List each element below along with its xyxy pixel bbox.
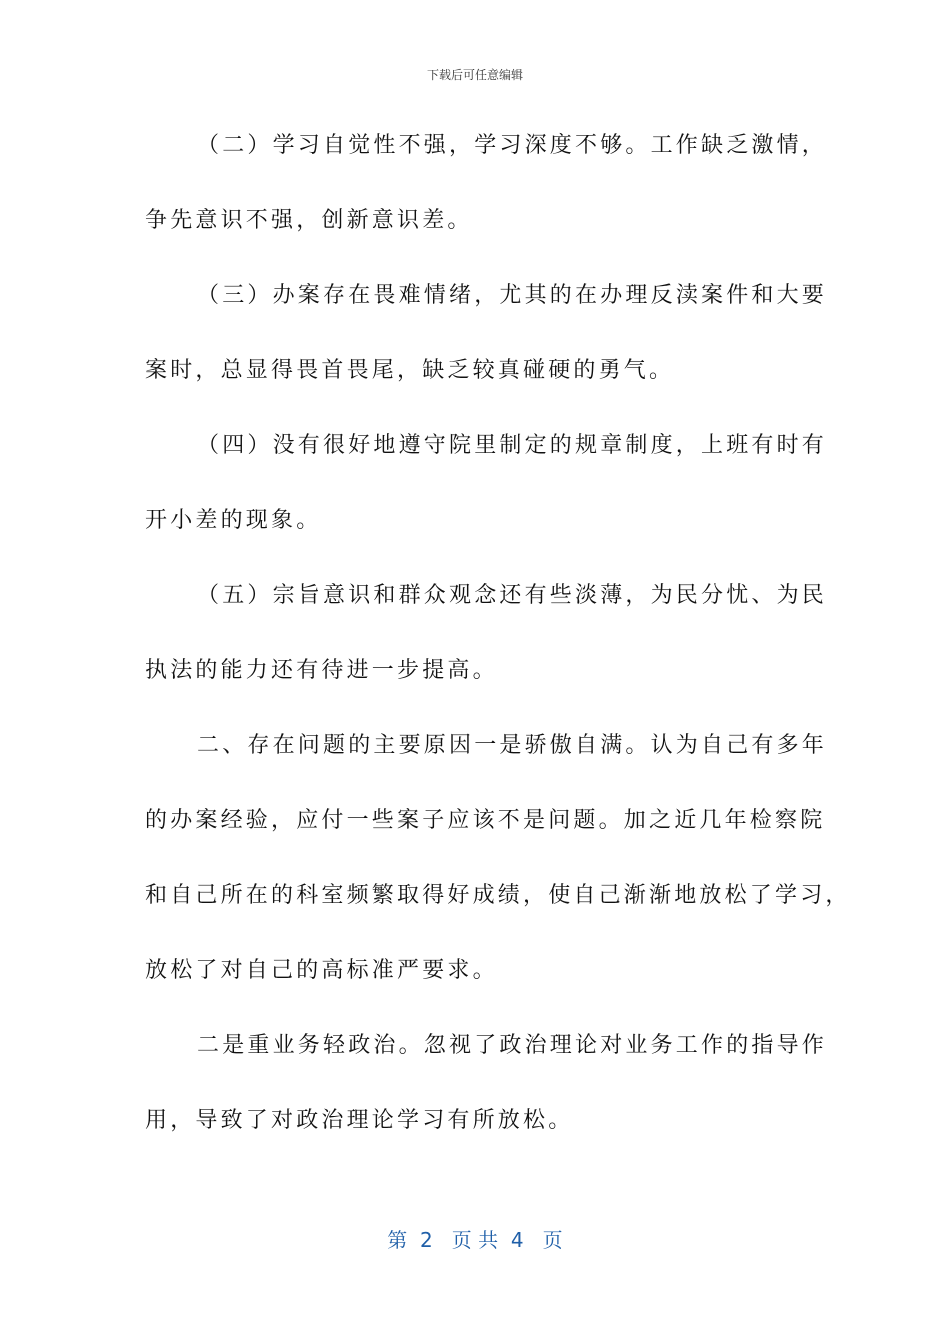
paragraph-line: 用，导致了对政治理论学习有所放松。 xyxy=(145,1108,574,1133)
paragraph-line: 案时，总显得畏首畏尾，缺乏较真碰硬的勇气。 xyxy=(145,358,675,383)
paragraph-line: 开小差的现象。 xyxy=(145,508,322,533)
paragraph-line: （四）没有很好地遵守院里制定的规章制度，上班有时有 xyxy=(197,433,828,458)
page-header: 下载后可任意编辑 xyxy=(426,68,523,82)
paragraph-line: 执法的能力还有待进一步提高。 xyxy=(145,658,498,683)
paragraph-line: 的办案经验，应付一些案子应该不是问题。加之近几年检察院 xyxy=(145,808,826,833)
paragraph-line: （五）宗旨意识和群众观念还有些淡薄，为民分忧、为民 xyxy=(197,583,828,608)
paragraph-line: 二、存在问题的主要原因一是骄傲自满。认为自己有多年 xyxy=(197,733,828,758)
paragraph-line: 放松了对自己的高标准严要求。 xyxy=(145,958,498,983)
page-number-footer: 第 2 页 共 4 页 xyxy=(387,1228,563,1252)
paragraph-line: （三）办案存在畏难情绪，尤其的在办理反渎案件和大要 xyxy=(197,283,828,308)
document-body xyxy=(145,122,851,1172)
paragraph-line: 二是重业务轻政治。忽视了政治理论对业务工作的指导作 xyxy=(197,1033,828,1058)
paragraph-line: 和自己所在的科室频繁取得好成绩，使自己渐渐地放松了学习， xyxy=(145,883,851,908)
paragraph-line: （二）学习自觉性不强，学习深度不够。工作缺乏激情， xyxy=(197,133,828,158)
paragraph-line: 争先意识不强，创新意识差。 xyxy=(145,208,473,233)
